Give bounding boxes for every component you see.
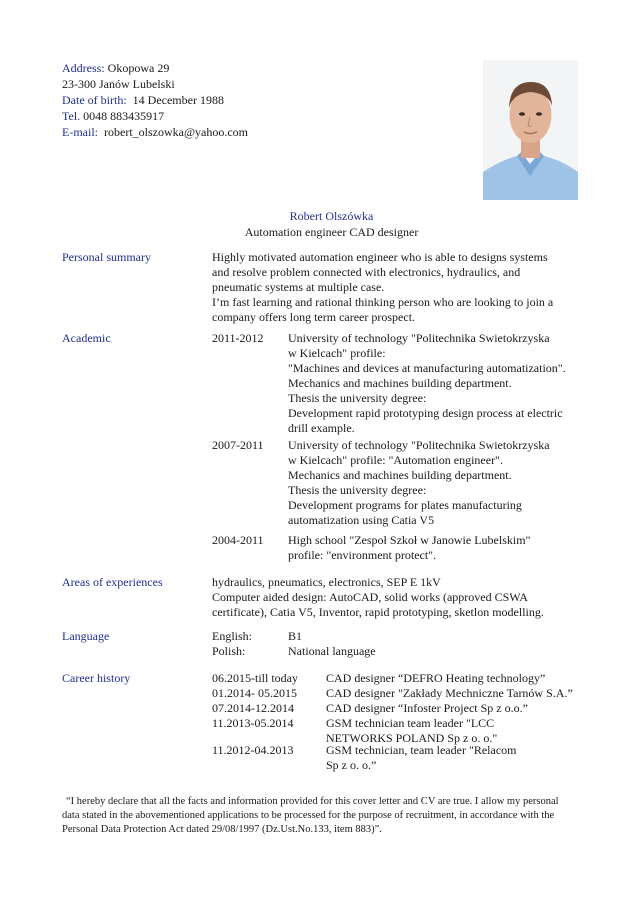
academic-line: High school "Zespoł Szkoł w Janowie Lubelskim" [288,533,531,547]
academic-entry [288,438,578,528]
person-name: Robert Olszówka [289,209,374,223]
declaration-line: “I hereby declare that all the facts and information provided for this cover letter and CV are true. I allow my personal [66,796,559,807]
academic-date: 2007-2011 [212,438,264,452]
address-line2: 23-300 Janów Lubelski [62,77,175,91]
portrait-photo [483,60,578,200]
academic-line: Mechanics and machines building department. [288,376,512,390]
language-level: National language [288,644,376,658]
section-language: Language [62,629,110,643]
contact-block [62,60,248,140]
academic-line: automatization using Catia V5 [288,513,435,527]
career-role: CAD designer “Infoster Project Sp z o.o.” [326,701,528,715]
academic-date: 2011-2012 [212,331,264,345]
career-role [326,743,517,773]
areas-line: Computer aided design: AutoCAD, solid works (approved CSWA [212,590,528,604]
academic-line: w Kielcach" profile: [288,346,386,360]
language-row [212,629,303,644]
summary-line: and resolve problem connected with electronics, hydraulics, and [212,265,521,279]
career-line: Sp z o. o.” [326,758,377,772]
career-role [326,716,497,746]
academic-line: profile: "environment protect". [288,548,437,562]
academic-entry [288,331,578,436]
summary-line: I’m fast learning and rational thinking person who are looking to join a [212,295,554,309]
language-level: B1 [288,629,303,643]
email-row [62,124,248,140]
dob-value: 14 December 1988 [132,93,224,107]
academic-line: Development programs for plates manufacturing [288,498,522,512]
academic-line: University of technology "Politechnika Swietokrzyska [288,438,550,452]
tel-value: 0048 883435917 [83,109,165,123]
career-date: 06.2015-till today [212,671,298,685]
career-role: CAD designer "Zakłady Mechniczne Tarnów S.A.” [326,686,573,700]
declaration-line: data stated in the abovementioned applications to be processed for the purpose of recruitment, in accordance with the [62,810,555,821]
academic-line: Thesis the university degree: [288,391,427,405]
academic-line: University of technology "Politechnika Swietokrzyska [288,331,550,345]
areas-line: hydraulics, pneumatics, electronics, SEP E 1kV [212,575,441,589]
summary-line: company offers long term career prospect. [212,310,416,324]
email-label: E-mail: [62,125,98,139]
academic-entry [288,533,578,563]
academic-line: Mechanics and machines building department. [288,468,512,482]
address-label: Address: [62,61,105,75]
dob-label: Date of birth: [62,93,127,107]
academic-line: "Machines and devices at manufacturing automatization". [288,361,566,375]
career-line: GSM technician team leader "LCC [326,716,495,730]
summary-line: pneumatic systems at multiple case. [212,280,385,294]
language-row [212,644,376,659]
academic-date: 2004-2011 [212,533,264,547]
section-areas: Areas of experiences [62,575,163,589]
section-career: Career history [62,671,131,685]
name-block [0,208,638,240]
academic-line: Development rapid prototyping design process at electric [288,406,563,420]
language-name: Polish: [212,644,246,658]
academic-line: Thesis the university degree: [288,483,427,497]
career-date: 07.2014-12.2014 [212,701,294,715]
tel-label: Tel. [62,109,81,123]
summary-text [212,250,572,325]
section-academic: Academic [62,331,111,345]
career-line: NETWORKS POLAND Sp z o. o." [326,731,498,745]
address-row [62,60,248,76]
career-line: GSM technician, team leader "Relacom [326,743,517,757]
language-name: English: [212,629,253,643]
job-title: Automation engineer CAD designer [244,225,419,239]
career-date: 11.2013-05.2014 [212,716,294,730]
career-date: 01.2014- 05.2015 [212,686,297,700]
email-value[interactable]: robert_olszowka@yahoo.com [104,125,249,139]
summary-line: Highly motivated automation engineer who is able to designs systems [212,250,548,264]
data-protection-declaration [62,795,582,837]
career-role: CAD designer “DEFRO Heating technology” [326,671,546,685]
academic-line: w Kielcach" profile: "Automation engineer". [288,453,503,467]
academic-line: drill example. [288,421,355,435]
career-date: 11.2012-04.2013 [212,743,294,757]
address-line1: Okopowa 29 [107,61,170,75]
declaration-line: Personal Data Protection Act dated 29/08/1997 (Dz.Ust.No.133, item 883)”. [62,824,382,835]
areas-line: certificate), Catia V5, Inventor, rapid prototyping, sketlon modelling. [212,605,544,619]
section-personal-summary: Personal summary [62,250,151,264]
areas-text [212,575,544,620]
tel-row [62,108,248,124]
dob-row [62,92,248,108]
